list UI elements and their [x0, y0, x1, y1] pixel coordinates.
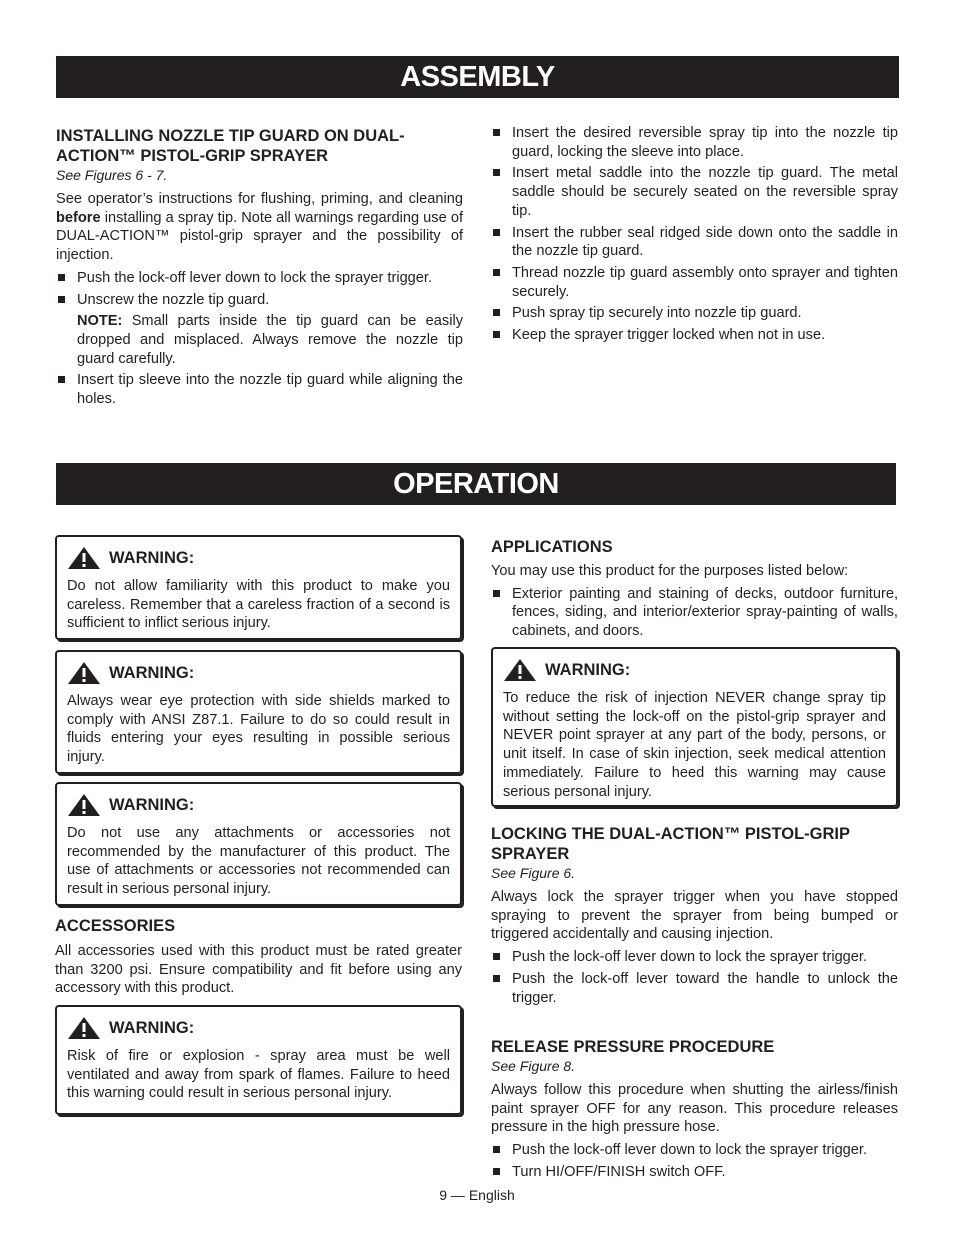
intro-text: installing a spray tip. Note all warnings regarding use of DUAL-ACTION™ pistol-grip sprayer and the possibility of injection. — [56, 209, 463, 264]
list-item-text: Push the lock-off lever down to lock the sprayer trigger. — [512, 949, 868, 966]
list-item-text: Insert metal saddle into the nozzle tip guard. The metal saddle should be securely seated on the reversible spray tip. — [512, 165, 898, 219]
warning-triangle-icon — [67, 546, 101, 570]
note — [56, 312, 463, 368]
bullet-square-icon — [493, 975, 500, 982]
warning-triangle-icon — [67, 1016, 101, 1040]
figure-reference: See Figure 6. — [491, 865, 576, 881]
list-item-text: Thread nozzle tip guard assembly onto sprayer and tighten securely. — [512, 264, 898, 300]
assembly-right-column — [491, 124, 898, 348]
bullet-square-icon — [493, 590, 500, 597]
warning-header — [67, 1016, 450, 1040]
warning-text: Do not use any attachments or accessories not recommended by the manufacturer of this product. The use of attachments or accessories not recommended can result in serious personal injury. — [67, 825, 450, 898]
list-item — [491, 585, 898, 641]
warning-box — [55, 535, 462, 640]
list-item — [56, 371, 463, 408]
warning-header — [503, 658, 886, 682]
warning-text: Always wear eye protection with side shields marked to comply with ANSI Z87.1. Failure to do so could result in fluids entering your eyes resulting in possible serious injury. — [67, 693, 450, 766]
bullet-square-icon — [493, 269, 500, 276]
accessories-section — [55, 916, 462, 1002]
bullet-square-icon — [493, 1168, 500, 1175]
list-item — [491, 224, 898, 261]
applications-intro: You may use this product for the purposes listed below: — [491, 563, 849, 579]
assembly-left-column — [56, 126, 463, 412]
list-item — [491, 970, 898, 1007]
bullet-square-icon — [493, 129, 500, 136]
warning-header — [67, 661, 450, 685]
list-item — [491, 1163, 898, 1182]
bullet-square-icon — [58, 274, 65, 281]
bullet-square-icon — [493, 331, 500, 338]
list-item-text: Insert the rubber seal ridged side down onto the saddle in the nozzle tip guard. — [512, 224, 898, 260]
list-item — [491, 164, 898, 220]
list-item-text: Unscrew the nozzle tip guard. — [77, 291, 270, 308]
list-item — [491, 1141, 898, 1160]
release-pressure-section — [491, 1037, 898, 1185]
locking-text: Always lock the sprayer trigger when you have stopped spraying to prevent the sprayer from being bumped or triggered accidentally and causing injection. — [491, 889, 898, 943]
figure-reference: See Figure 8. — [491, 1058, 576, 1074]
warning-box — [491, 647, 898, 807]
bullet-square-icon — [493, 169, 500, 176]
list-item-text: Keep the sprayer trigger locked when not in use. — [512, 327, 826, 344]
warning-label: WARNING: — [109, 663, 195, 682]
warning-label: WARNING: — [109, 548, 195, 567]
bullet-list — [491, 948, 898, 1007]
section-heading: ACCESSORIES — [55, 917, 176, 935]
release-text: Always follow this procedure when shutting the airless/finish paint sprayer OFF for any reason. This procedure releases pressure in the high pressure hose. — [491, 1082, 898, 1136]
section-heading: INSTALLING NOZZLE TIP GUARD ON DUAL-ACTION™ PISTOL-GRIP SPRAYER — [56, 127, 405, 165]
bullet-list — [491, 124, 898, 345]
list-item-text: Exterior painting and staining of decks, outdoor furniture, fences, siding, and interior/exterior spray-painting of walls, cabinets, and doors. — [512, 585, 898, 640]
list-item-text: Push the lock-off lever down to lock the sprayer trigger. — [512, 1142, 868, 1159]
warning-label: WARNING: — [109, 795, 195, 814]
locking-section — [491, 824, 898, 1010]
list-item-text: Push the lock-off lever toward the handle to unlock the trigger. — [512, 970, 898, 1006]
list-item-text: Insert the desired reversible spray tip into the nozzle tip guard, locking the sleeve into place. — [512, 125, 898, 160]
page-footer: 9 — English — [439, 1187, 515, 1203]
intro-bold: before — [56, 209, 101, 226]
list-item-text: Insert tip sleeve into the nozzle tip guard while aligning the holes. — [77, 372, 463, 408]
bullet-square-icon — [493, 1146, 500, 1153]
accessories-text: All accessories used with this product must be rated greater than 3200 psi. Ensure compatibility and fit before using any accessory with this product. — [55, 943, 462, 997]
warning-box — [55, 1005, 462, 1115]
bullet-list — [56, 269, 463, 309]
warning-label: WARNING: — [545, 660, 631, 679]
list-item — [491, 124, 898, 161]
warning-triangle-icon — [503, 658, 537, 682]
list-item — [491, 948, 898, 967]
warning-text: Risk of fire or explosion - spray area must be well ventilated and away from spark of flames. Failure to heed this warning could result in serious personal injury. — [67, 1048, 450, 1102]
warning-triangle-icon — [67, 661, 101, 685]
section-heading: APPLICATIONS — [491, 538, 613, 556]
bullet-square-icon — [493, 229, 500, 236]
warning-header — [67, 793, 450, 817]
warning-label: WARNING: — [109, 1018, 195, 1037]
list-item — [491, 326, 898, 345]
warning-header — [67, 546, 450, 570]
warning-box — [55, 650, 462, 774]
bullet-square-icon — [493, 309, 500, 316]
assembly-banner: ASSEMBLY — [56, 56, 899, 98]
intro-paragraph — [56, 190, 463, 265]
intro-text: See operator’s instructions for flushing, priming, and cleaning — [56, 191, 463, 207]
note-label: NOTE: — [77, 313, 123, 330]
section-heading: RELEASE PRESSURE PROCEDURE — [491, 1038, 775, 1056]
bullet-list — [56, 371, 463, 408]
list-item-text: Turn HI/OFF/FINISH switch OFF. — [512, 1163, 726, 1180]
warning-text: Do not allow familiarity with this product to make you careless. Remember that a careless fraction of a second is sufficient to inflict serious injury. — [67, 578, 450, 632]
figure-reference: See Figures 6 - 7. — [56, 167, 168, 183]
bullet-square-icon — [58, 376, 65, 383]
bullet-list — [491, 585, 898, 641]
operation-banner: OPERATION — [56, 463, 896, 505]
list-item — [56, 269, 463, 288]
warning-triangle-icon — [67, 793, 101, 817]
section-heading: LOCKING THE DUAL-ACTION™ PISTOL-GRIP SPRAYER — [491, 825, 850, 863]
bullet-square-icon — [493, 953, 500, 960]
bullet-list — [491, 1141, 898, 1181]
applications-section — [491, 537, 898, 644]
warning-box — [55, 782, 462, 906]
list-item-text: Push the lock-off lever down to lock the sprayer trigger. — [77, 269, 433, 286]
list-item — [56, 291, 463, 310]
list-item — [491, 304, 898, 323]
warning-text: To reduce the risk of injection NEVER change spray tip without setting the lock-off on the pistol-grip sprayer and NEVER point sprayer at any part of the body, persons, or unit itself. In case of skin injection, seek medical attention immediately. Failure to heed this warning may cause serious personal injury. — [503, 690, 886, 800]
bullet-square-icon — [58, 296, 65, 303]
note-text: Small parts inside the tip guard can be easily dropped and misplaced. Always remove the nozzle tip guard carefully. — [77, 313, 463, 367]
list-item-text: Push spray tip securely into nozzle tip guard. — [512, 305, 802, 322]
list-item — [491, 264, 898, 301]
